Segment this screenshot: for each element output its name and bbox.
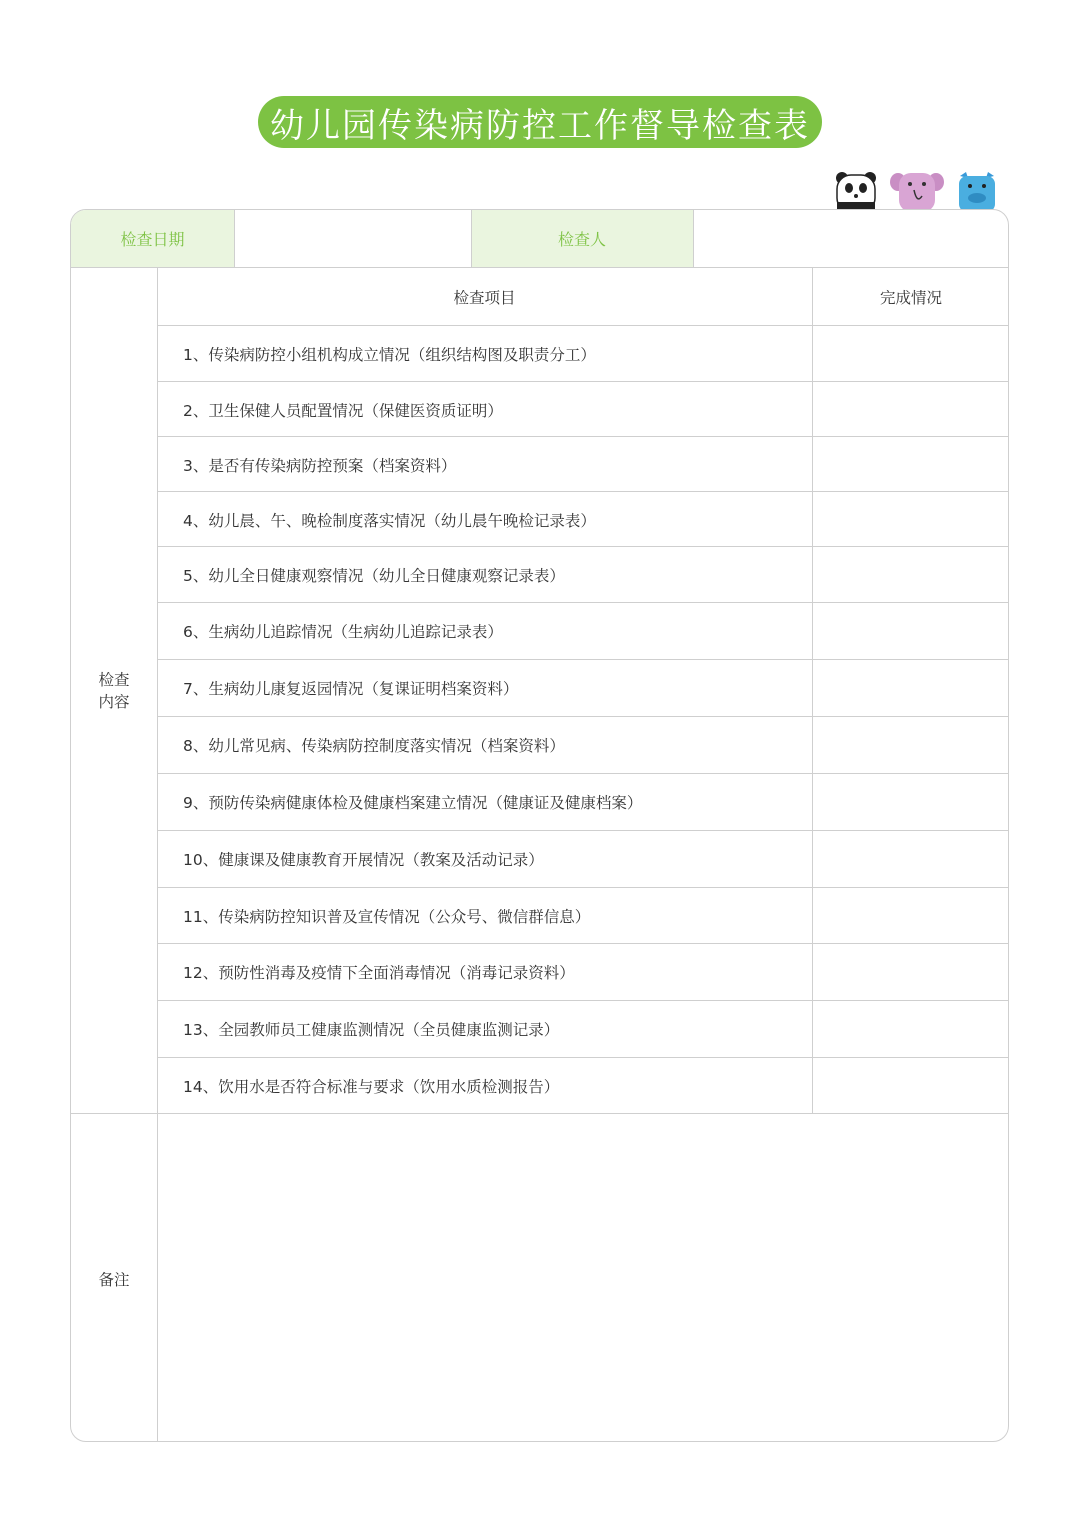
table-row: 14、饮用水是否符合标准与要求（饮用水质检测报告） <box>183 1077 560 1096</box>
panda-icon <box>834 170 878 212</box>
remarks-label: 备注 <box>98 1270 130 1289</box>
remarks-field[interactable] <box>158 1114 1009 1442</box>
page-title: 幼儿园传染病防控工作督导检查表 <box>270 105 810 146</box>
inspector-label: 检查人 <box>557 230 606 249</box>
date-label-cell <box>71 210 234 267</box>
table-row: 11、传染病防控知识普及宣传情况（公众号、微信群信息） <box>183 908 591 926</box>
animal-decoration <box>832 170 1002 212</box>
table-row: 7、生病幼儿康复返园情况（复课证明档案资料） <box>183 680 519 698</box>
table-row: 4、幼儿晨、午、晚检制度落实情况（幼儿晨午晚检记录表） <box>183 511 596 530</box>
column-header-status: 完成情况 <box>879 288 942 307</box>
elephant-icon <box>890 170 944 212</box>
title-banner <box>258 96 822 148</box>
table-row: 9、预防传染病健康体检及健康档案建立情况（健康证及健康档案） <box>183 794 643 812</box>
inspector-field[interactable] <box>693 210 1009 267</box>
date-label: 检查日期 <box>120 230 185 249</box>
table-row: 13、全园教师员工健康监测情况（全员健康监测记录） <box>183 1021 560 1039</box>
table-row: 10、健康课及健康教育开展情况（教案及活动记录） <box>183 851 544 869</box>
table-row: 2、卫生保健人员配置情况（保健医资质证明） <box>183 401 503 420</box>
table-row: 8、幼儿常见病、传染病防控制度落实情况（档案资料） <box>183 737 565 755</box>
inspection-form <box>70 209 1009 1442</box>
table-row: 3、是否有传染病防控预案（档案资料） <box>183 456 457 475</box>
table-row: 1、传染病防控小组机构成立情况（组织结构图及职责分工） <box>183 345 596 364</box>
table-row: 12、预防性消毒及疫情下全面消毒情况（消毒记录资料） <box>183 964 575 982</box>
date-field[interactable] <box>234 210 471 267</box>
column-header-item: 检查项目 <box>453 288 516 307</box>
table-row: 5、幼儿全日健康观察情况（幼儿全日健康观察记录表） <box>183 567 565 585</box>
cow-icon <box>956 170 998 212</box>
table-row: 6、生病幼儿追踪情况（生病幼儿追踪记录表） <box>183 623 503 641</box>
section-label: 检查 内容 <box>98 670 130 711</box>
inspector-label-cell <box>471 210 693 267</box>
